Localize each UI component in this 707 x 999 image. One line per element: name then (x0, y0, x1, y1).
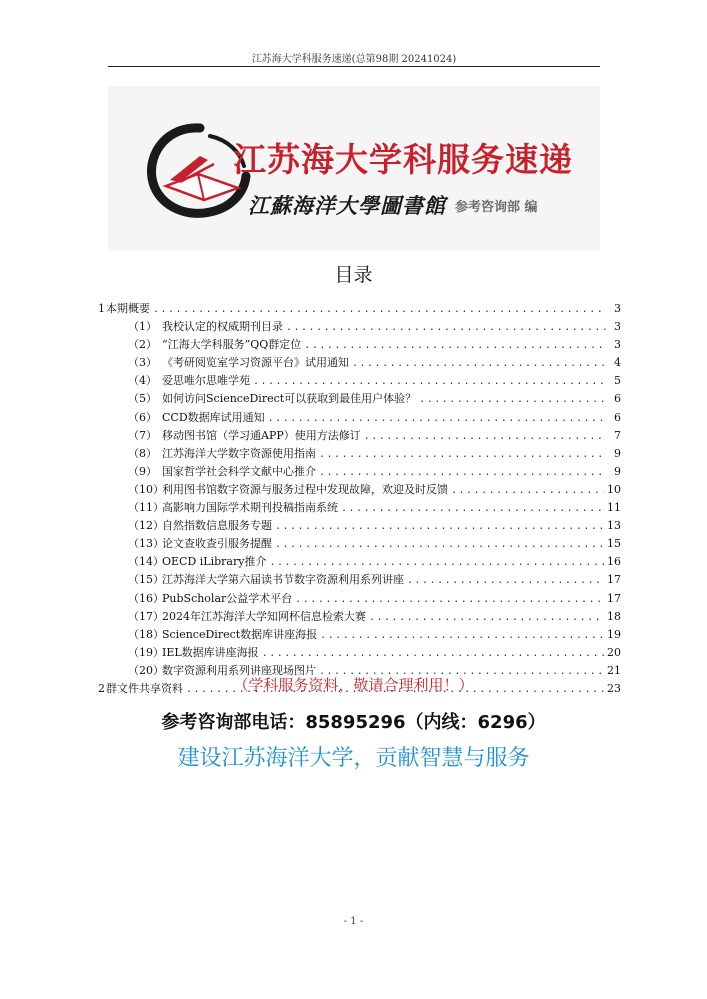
toc-entry-title: 利用图书馆数字资源与服务过程中发现故障，欢迎及时反馈 (162, 482, 448, 496)
toc-entry-page: 18 (607, 609, 621, 623)
toc-entry-title: 数字资源利用系列讲座现场图片 (162, 663, 316, 677)
toc-entry-title: 群文件共享资料 (106, 681, 183, 695)
toc-entry-page: 19 (607, 627, 621, 641)
toc-leader-dots (319, 467, 606, 478)
toc-entry-page: 10 (607, 482, 621, 496)
toc-entry-title: PubScholar公益学术平台 (162, 591, 293, 605)
toc-entry[interactable] (98, 336, 621, 354)
toc-entry[interactable] (98, 300, 621, 318)
toc-entry-number: （20） (128, 663, 164, 677)
toc-entry-number: （1） (128, 320, 157, 334)
toc-entry-page: 16 (607, 555, 621, 569)
toc-entry-title: 江苏海洋大学第六届读书节数字资源利用系列讲座 (162, 573, 404, 587)
toc-entry-number: （18） (128, 627, 164, 641)
toc-entry[interactable] (98, 499, 621, 517)
toc-entry-page: 21 (607, 663, 621, 677)
toc-entry-page: 9 (614, 446, 621, 460)
toc-leader-dots (253, 376, 606, 387)
table-of-contents (98, 300, 621, 698)
toc-entry[interactable] (98, 445, 621, 463)
toc-entry-number: （19） (128, 645, 164, 659)
toc-entry-title: 《考研阅览室学习资源平台》试用通知 (162, 356, 349, 370)
toc-entry-page: 6 (614, 410, 621, 424)
toc-entry-title: 2024年江苏海洋大学知网杯信息检索大赛 (162, 609, 366, 623)
toc-entry-title: 本期概要 (106, 302, 150, 315)
toc-entry-number: （15） (128, 573, 164, 587)
toc-leader-dots (419, 394, 606, 405)
toc-leader-dots (286, 322, 606, 333)
toc-entry-title: “江海大学科服务”QQ群定位 (162, 338, 302, 352)
toc-entry-number: （4） (128, 374, 157, 388)
toc-entry-number: 1 (98, 302, 105, 315)
toc-leader-dots (407, 575, 604, 586)
toc-entry-number: （13） (128, 537, 164, 551)
toc-entry[interactable] (98, 608, 621, 626)
toc-entry-number: （2） (128, 338, 157, 352)
toc-entry-title: 爱思唯尔思唯学苑 (162, 374, 250, 388)
toc-entry-title: 高影响力国际学术期刊投稿指南系统 (162, 501, 338, 515)
toc-entry-page: 9 (614, 464, 621, 478)
toc-entry-number: 2 (98, 681, 105, 695)
motto: 建设江苏海洋大学，贡献智慧与服务 (177, 746, 530, 771)
toc-title: 目录 (334, 264, 373, 286)
toc-entry-title: 移动图书馆（学习通APP）使用方法修订 (162, 428, 361, 442)
toc-leader-dots (262, 648, 604, 659)
toc-entry[interactable] (98, 354, 621, 372)
toc-entry[interactable] (98, 372, 621, 390)
toc-entry-page: 7 (614, 428, 621, 442)
toc-entry-number: （10） (128, 482, 164, 496)
toc-entry[interactable] (98, 590, 621, 608)
toc-entry-page: 17 (607, 591, 621, 605)
toc-entry-page: 3 (614, 338, 621, 352)
toc-entry-number: （8） (128, 446, 157, 460)
toc-entry-title: 自然指数信息服务专题 (162, 519, 272, 533)
toc-entry-page: 3 (614, 302, 621, 315)
toc-entry-page: 13 (607, 519, 621, 533)
toc-entry-page: 11 (607, 501, 621, 515)
toc-entry-page: 17 (607, 573, 621, 587)
toc-entry-title: 我校认定的权威期刊目录 (162, 320, 283, 334)
toc-leader-dots (352, 358, 606, 369)
toc-entry[interactable] (98, 626, 621, 644)
toc-entry-page: 20 (607, 645, 621, 659)
toc-entry[interactable] (98, 535, 621, 553)
toc-leader-dots (275, 539, 604, 550)
toc-leader-dots (295, 594, 604, 605)
contact-phone: 参考咨询部电话：85895296（内线：6296） (161, 712, 546, 733)
toc-entry-number: （12） (128, 519, 164, 533)
toc-entry[interactable] (98, 517, 621, 535)
toc-leader-dots (451, 485, 604, 496)
toc-entry-number: （9） (128, 464, 157, 478)
toc-entry-title: 论文查收查引服务提醒 (162, 537, 272, 551)
toc-entry-page: 3 (614, 320, 621, 334)
toc-leader-dots (268, 413, 606, 424)
toc-entry-number: （5） (128, 392, 157, 406)
toc-leader-dots (275, 521, 604, 532)
toc-entry-number: （7） (128, 428, 157, 442)
toc-entry-number: （6） (128, 410, 157, 424)
toc-entry-number: （17） (128, 609, 164, 623)
toc-entry-title: 如何访问ScienceDirect可以获取到最佳用户体验？ (162, 392, 417, 406)
library-name: 江蘇海洋大學圖書館 (248, 193, 446, 218)
toc-entry-title: 江苏海洋大学数字资源使用指南 (162, 446, 316, 460)
toc-entry-title: CCD数据库试用通知 (162, 410, 265, 424)
toc-entry-page: 4 (614, 356, 621, 370)
toc-entry[interactable] (98, 481, 621, 499)
toc-entry[interactable] (98, 571, 621, 589)
toc-entry-page: 23 (607, 681, 621, 695)
usage-notice: （学科服务资料，敬请合理利用！） (233, 676, 474, 694)
newsletter-banner (108, 86, 600, 251)
toc-entry-title: 国家哲学社会科学文献中心推介 (162, 464, 316, 478)
toc-entry[interactable] (98, 318, 621, 336)
toc-leader-dots (364, 431, 606, 442)
toc-entry-title: IEL数据库讲座海报 (162, 645, 259, 659)
toc-entry-page: 15 (607, 537, 621, 551)
page-number: - 1 - (343, 916, 364, 927)
toc-entry[interactable] (98, 409, 621, 427)
toc-entry[interactable] (98, 390, 621, 408)
toc-entry-page: 6 (614, 392, 621, 406)
toc-entry-number: （3） (128, 356, 157, 370)
toc-entry[interactable] (98, 427, 621, 445)
toc-leader-dots (341, 503, 604, 514)
toc-entry[interactable] (98, 644, 621, 662)
toc-entry-title: ScienceDirect数据库讲座海报 (162, 627, 318, 641)
toc-entry-title: OECD iLibrary推介 (162, 555, 267, 569)
toc-entry-number: （11） (128, 501, 164, 515)
toc-leader-dots (304, 340, 606, 351)
toc-leader-dots (369, 612, 604, 623)
editor-credit: 参考咨询部 编 (455, 200, 538, 215)
toc-leader-dots (319, 449, 606, 460)
toc-entry-number: （14） (128, 555, 164, 569)
toc-leader-dots (320, 630, 604, 641)
newsletter-title: 江苏海大学科服务速递 (233, 140, 573, 179)
header-rule (108, 66, 600, 67)
toc-entry-number: （16） (128, 591, 164, 605)
toc-leader-dots (269, 557, 604, 568)
toc-entry[interactable] (98, 553, 621, 571)
toc-entry[interactable] (98, 463, 621, 481)
toc-leader-dots (153, 304, 606, 315)
toc-entry-page: 5 (614, 374, 621, 388)
running-header: 江苏海大学科服务速递(总第98期 20241024) (251, 54, 457, 65)
